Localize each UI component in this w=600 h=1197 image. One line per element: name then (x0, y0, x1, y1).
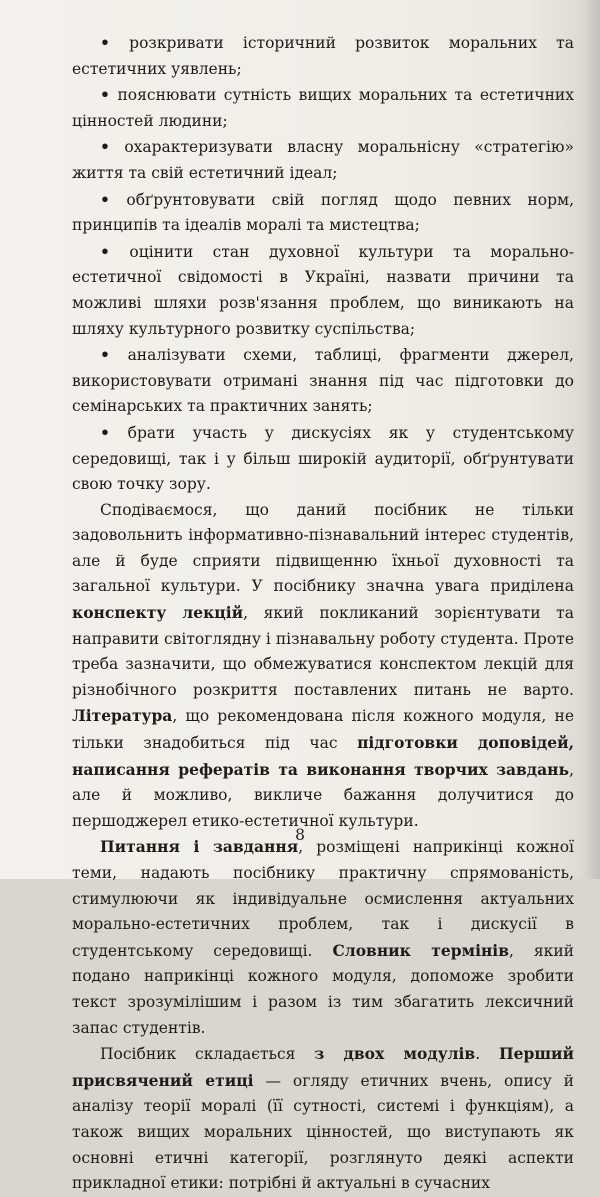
bullet-item (72, 134, 574, 186)
page-body (72, 30, 574, 1197)
bullet-marker: • (100, 422, 110, 442)
bold-term: Література (72, 706, 173, 726)
bullet-marker: • (100, 33, 110, 52)
bullet-marker: • (100, 189, 110, 209)
bullet-marker: • (100, 137, 110, 157)
bullet-text: охарактеризувати власну моральнісну «стратегію» життя та свій естетичний ідеал; (72, 138, 574, 182)
bullet-item (72, 239, 574, 342)
bold-term: конспекту лекцій (72, 603, 244, 623)
bullet-marker: • (100, 241, 110, 261)
bullet-text: пояснювати сутність вищих моральних та естетичних цінностей людини; (72, 86, 574, 130)
bullet-text: брати участь у дискусіях як у студентському середовищі, так і у більш широкій аудиторії, обґрунтувати свою точку зору. (72, 423, 574, 494)
bold-term: Перший присвячений етиці (72, 1044, 574, 1090)
paragraph-text: , але й можливо, викличе бажання долучитися до першоджерел етико-естетичної культури. (72, 760, 574, 830)
paragraph-text: . (475, 1045, 499, 1064)
bullet-item (72, 342, 574, 420)
bold-term: з двох модулів (314, 1044, 476, 1064)
bold-term: Словник термінів (332, 940, 509, 960)
bullet-text: обґрунтовувати свій погляд щодо певних норм, принципів та ідеалів моралі та мистецтва; (72, 190, 574, 235)
bullet-text: оцінити стан духовної культури та морально-естетичної свідомості в Україні, назвати причини та можливі шляхи розв'язання проблем, що виникають на шляху культурного розвитку суспільства; (72, 242, 574, 338)
paragraph-text: Сподіваємося, що даний посібник не тільки задовольнить інформативно-пізнавальний інтерес студентів, але й буде сприяти підвищенню їхньої духовності та загальної культури. У посібнику значна увага приділена (72, 500, 574, 596)
paragraph-text: , що рекомендована після кожного модуля, не тільки знадобиться під час (72, 707, 574, 753)
paragraph-text: , який подано наприкінці кожного модуля, допоможе зробити текст зрозумілішим і разом із тим збагатить лексичний запас студентів. (72, 941, 575, 1037)
paragraph-text: , який покликаний зорієнтувати та направити світоглядну і пізнавальну роботу студента. Проте треба зазначити, що обмежуватися конспектом лекцій для різнобічного розкриття поставлених питань не варто. (72, 604, 574, 699)
bullet-text: розкривати історичний розвиток моральних та естетичних уявлень; (72, 34, 574, 78)
bullet-item (72, 420, 574, 498)
bullet-text: аналізувати схеми, таблиці, фрагменти джерел, використовувати отримані знання під час підготовки до семінарських та практичних занять; (72, 346, 574, 416)
bullet-item (72, 187, 574, 239)
page-number: 8 (295, 826, 305, 844)
bold-term: Питання і завдання (100, 837, 299, 857)
bullet-marker: • (100, 345, 110, 365)
paragraph-text: Посібник складається (100, 1045, 315, 1064)
bullet-marker: • (100, 85, 110, 105)
paragraph-intro (72, 498, 574, 835)
paragraph-text: — огляду етичних вчень, опису й аналізу теорії моралі (її сутності, системі і функціям), а також вищих моральних цінностей, що виступають як основні етичні категорії, розглянуто деякі аспекти прикладної етики: потрібні й актуальні в сучасних (72, 1071, 574, 1193)
bullet-item (72, 82, 574, 134)
paragraph-text: , розміщені наприкінці кожної теми, надають посібнику практичну спрямованість, стимулюючи як індивідуальне осмислення актуальних морально-естетичних проблем, так і дискусії в студентському середовищі. (72, 838, 574, 960)
bold-term: підготовки доповідей, написання рефератів та виконання творчих завдань (72, 733, 574, 779)
paragraph-questions (72, 834, 574, 1041)
paragraph-structure (72, 1041, 574, 1197)
bullet-item (72, 30, 574, 82)
